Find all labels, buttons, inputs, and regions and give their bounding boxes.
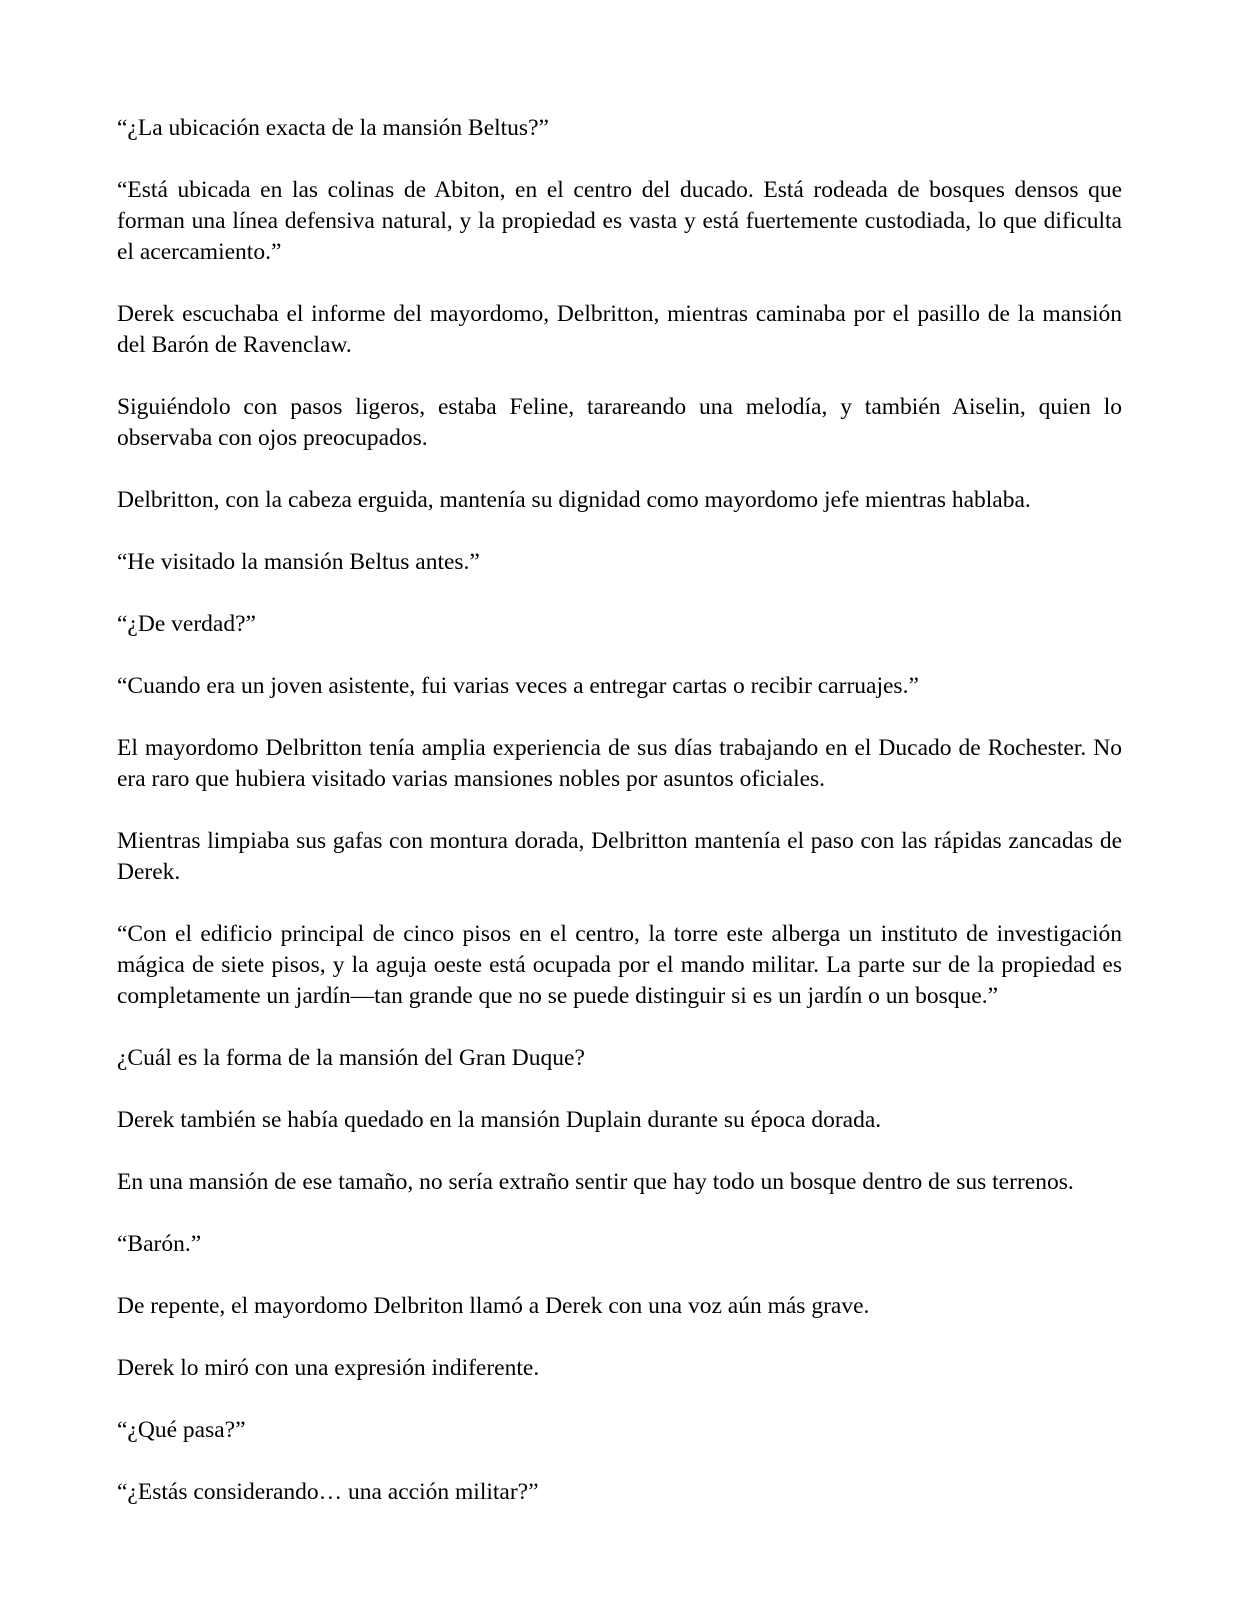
paragraph: “¿Qué pasa?” <box>117 1417 246 1443</box>
paragraph: El mayordomo Delbritton tenía amplia experiencia de sus días trabajando en el Ducado de Rochester. No era raro que hubiera visitado varias mansiones nobles por asuntos oficiales. <box>117 735 1122 792</box>
paragraph: Delbritton, con la cabeza erguida, mantenía su dignidad como mayordomo jefe mientras hablaba. <box>117 487 1031 513</box>
paragraph: “¿De verdad?” <box>117 611 256 637</box>
paragraph: “He visitado la mansión Beltus antes.” <box>117 549 480 575</box>
paragraph: “Con el edificio principal de cinco pisos en el centro, la torre este alberga un instituto de investigación mágica de siete pisos, y la aguja oeste está ocupada por el mando militar. La parte sur de la propiedad es completamente un jardín—tan grande que no se puede distinguir si es un jardín o un bosque.” <box>117 921 1122 1009</box>
paragraph: “¿Estás considerando… una acción militar?” <box>117 1479 539 1505</box>
document-body <box>117 113 1122 1508</box>
paragraph: ¿Cuál es la forma de la mansión del Gran Duque? <box>117 1045 585 1071</box>
paragraph: “Está ubicada en las colinas de Abiton, en el centro del ducado. Está rodeada de bosques densos que forman una línea defensiva natural, y la propiedad es vasta y está fuertemente custodiada, lo que dificulta el acercamiento.” <box>117 177 1122 265</box>
paragraph: Derek escuchaba el informe del mayordomo, Delbritton, mientras caminaba por el pasillo de la mansión del Barón de Ravenclaw. <box>117 301 1122 358</box>
paragraph: “¿La ubicación exacta de la mansión Beltus?” <box>117 115 549 141</box>
paragraph: “Barón.” <box>117 1231 202 1257</box>
paragraph: Siguiéndolo con pasos ligeros, estaba Feline, tarareando una melodía, y también Aiselin, quien lo observaba con ojos preocupados. <box>117 394 1122 451</box>
paragraph: En una mansión de ese tamaño, no sería extraño sentir que hay todo un bosque dentro de sus terrenos. <box>117 1169 1074 1195</box>
paragraph: Mientras limpiaba sus gafas con montura dorada, Delbritton mantenía el paso con las rápidas zancadas de Derek. <box>117 828 1122 885</box>
paragraph: De repente, el mayordomo Delbriton llamó a Derek con una voz aún más grave. <box>117 1293 870 1319</box>
paragraph: Derek lo miró con una expresión indiferente. <box>117 1355 540 1381</box>
paragraph: Derek también se había quedado en la mansión Duplain durante su época dorada. <box>117 1107 882 1133</box>
paragraph: “Cuando era un joven asistente, fui varias veces a entregar cartas o recibir carruajes.” <box>117 673 919 699</box>
